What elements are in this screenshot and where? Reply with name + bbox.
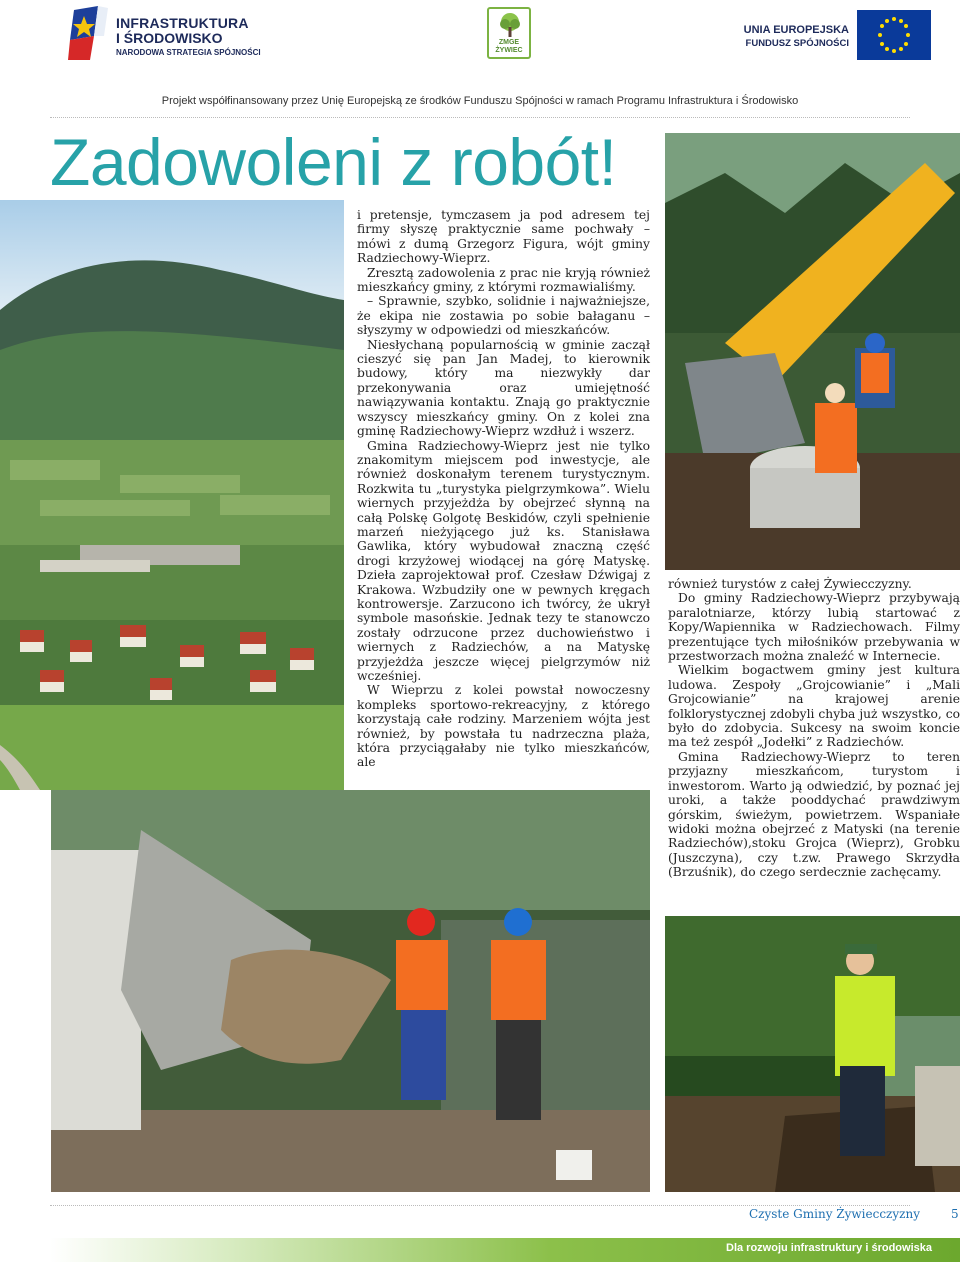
logo-line2: I ŚRODOWISKO [116, 30, 223, 46]
footer-slogan-bar [50, 1238, 960, 1262]
logo-line3: NARODOWA STRATEGIA SPÓJNOŚCI [116, 48, 261, 57]
article-paragraph: W Wieprzu z kolei powstał nowoczesny kompleks sportowo-rekreacyjny, z którego korzystają całe rodziny. Marzeniem wójta jest również, by powstała tu nadrzeczna plaża, która przyciągałaby nie tylko mieszkańców, ale [357, 683, 650, 770]
article-paragraph: – Sprawnie, szybko, solidnie i najważniejsze, że ekipa nie zostawia po sobie bałaganu – słyszymy w odpowiedzi od mieszkańców. [357, 294, 650, 338]
eu-logo [743, 8, 931, 60]
footer-slogan: Dla rozwoju infrastruktury i środowiska [726, 1242, 932, 1254]
article-column-right [668, 577, 960, 880]
tree-logo-icon [497, 12, 523, 38]
footer-divider [50, 1205, 910, 1206]
article-paragraph: Niesłychaną popularnością w gminie zaczął cieszyć się pan Jan Madej, to kierownik budowy, który ma niezwykły dar przekonywania oraz umiejętność nawiązywania kontaktu. Znają go praktycznie wszyscy mieszkańcy gminy. On z kolei zna gminę Radziechowy-Wieprz wzdłuż i wszerz. [357, 337, 650, 439]
eu-line2: FUNDUSZ SPÓJNOŚCI [745, 38, 849, 49]
article-paragraph: Wielkim bogactwem gminy jest kultura ludowa. Zespoły „Grojcowianie” i „Mali Grojcowianie” na krajowej arenie folklorystycznej zdobyli chyba już wszystko, co było do zdobycia. Sukcesy na swoim koncie ma też zespół „Jodełki” z Radziechów. [668, 663, 960, 750]
article-column-middle [357, 208, 650, 770]
article-paragraph: Zresztą zadowolenia z prac nie kryją również mieszkańcy gminy, z którymi rozmawialiśmy. [357, 265, 650, 295]
project-cofinancing-line: Projekt współfinansowany przez Unię Europejską ze środków Funduszu Spójności w ramach Programu Infrastruktura i Środowisko [161, 95, 799, 107]
magazine-name: Czyste Gminy Żywiecczyzny [748, 1207, 920, 1221]
infrastruktura-logo [68, 6, 261, 60]
zmge-logo [487, 7, 531, 59]
excavator-workers-photo [51, 790, 650, 1192]
logo-line1: INFRASTRUKTURA [116, 15, 249, 31]
article-title: Zadowoleni z robót! [50, 125, 617, 199]
eu-line1: UNIA EUROPEJSKA [743, 24, 849, 36]
article-paragraph: i pretensje, tymczasem ja pod adresem tej firmy słyszę praktycznie same pochwały – mówi z dumą Grzegorz Figura, wójt gminy Radziechowy-Wieprz. [357, 208, 650, 266]
star-flag-logo-icon [68, 6, 112, 60]
article-paragraph: Gmina Radziechowy-Wieprz to teren przyjazny mieszkańcom, turystom i inwestorom. Warto ją odwiedzić, by poznać jej uroki, a także pooddychać prawdziwym górskim, świeżym, powietrzem. Wspaniałe widoki można obejrzeć z Matyski (na terenie Radziechów),stoku Grojca (Wieprz), Grobku (Juszczyna), czy t.zw. Prawego Skrzydła (Brzuśnik), do czego serdecznie zachęcamy. [668, 749, 960, 880]
trench-worker-photo [665, 916, 960, 1192]
zmge-line1: ZMGE [498, 39, 520, 46]
pipe-installation-photo [665, 133, 960, 570]
article-paragraph: Do gminy Radziechowy-Wieprz przybywają paralotniarze, którzy lubią startować z Kopy/Wapiennika w Radziechowach. Filmy prezentujące tych miłośników przebywania w przestworzach można znaleźć w Internecie. [668, 591, 960, 664]
article-paragraph: Gmina Radziechowy-Wieprz jest nie tylko znakomitym miejscem pod inwestycje, ale również doskonałym terenem turystycznym. Rozkwita tu „turystyka pielgrzymkowa”. Wielu wiernych przyjeżdża by obejrzeć słynną na całą Polskę Golgotę Beskidów, czyli spełnienie marzeń nieżyjącego już ks. Stanisława Gawlika, który wybudował znaczną część drogi krzyżowej wiodącej na górę Matyskę. Dzieła zaprojektował prof. Czesław Dźwigaj z Krakowa. Wzbudziły one w pewnych kręgach kontrowersje. Zarzucono ich twórcy, że ukrył symbole masońskie. Jednak tezy te stanowczo zostały odrzucone przez duchowieństwo i wiernych z Radziechów, a na Matyskę przyjeżdża jeszcze więcej pielgrzymów niż wcześniej. [357, 438, 650, 683]
page-number: 5 [951, 1207, 959, 1221]
zmge-line2: ŻYWIEC [495, 47, 523, 54]
village-landscape-photo [0, 200, 344, 790]
header-divider [50, 117, 910, 118]
eu-stars-flag-icon [857, 10, 931, 60]
article-paragraph: również turystów z całej Żywiecczyzny. [668, 577, 912, 591]
